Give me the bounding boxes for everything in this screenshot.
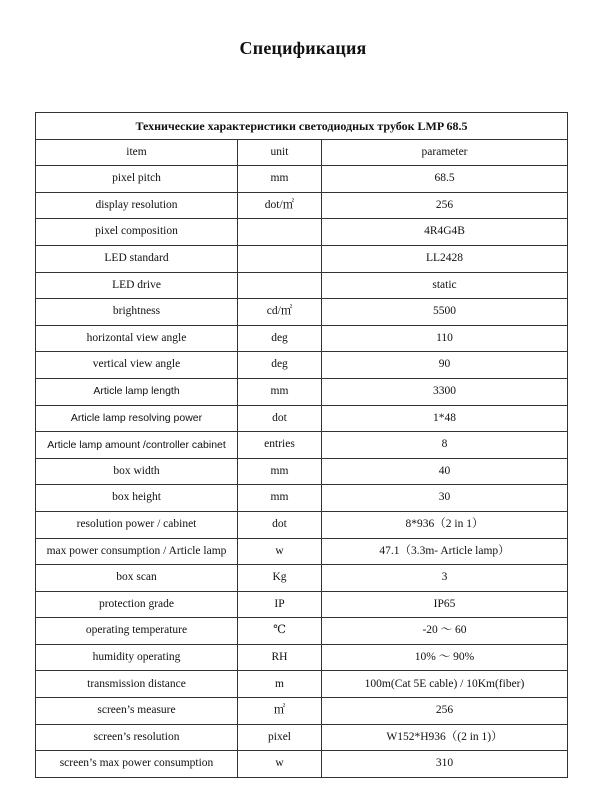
table-row [36,724,568,751]
cell-unit: entries [238,432,322,459]
cell-unit: RH [238,644,322,671]
cell-item: vertical view angle [36,352,238,379]
table-row [36,219,568,246]
cell-parameter: 3 [322,565,568,592]
header-parameter: parameter [322,139,568,166]
cell-unit: mm [238,378,322,405]
page-title: Спецификация [239,38,367,58]
cell-item: LED standard [36,245,238,272]
cell-parameter: IP65 [322,591,568,618]
cell-item: protection grade [36,591,238,618]
cell-item: display resolution [36,192,238,219]
cell-item: screen’s max power consumption [36,751,238,778]
cell-unit: dot [238,511,322,538]
table-row [36,511,568,538]
table-row [36,458,568,485]
table-row [36,698,568,725]
cell-unit: dot [238,405,322,432]
cell-parameter: W152*H936（(2 in 1)） [322,724,568,751]
table-row [36,245,568,272]
cell-parameter: 47.1（3.3m- Article lamp） [322,538,568,565]
cell-unit: cd/㎡ [238,299,322,326]
table-caption-row [36,113,568,140]
cell-unit: w [238,538,322,565]
cell-parameter: 40 [322,458,568,485]
table-row [36,405,568,432]
cell-parameter: static [322,272,568,299]
cell-parameter: 90 [322,352,568,379]
cell-parameter: LL2428 [322,245,568,272]
table-row [36,591,568,618]
cell-unit: Kg [238,565,322,592]
table-row [36,565,568,592]
table-caption: Технические характеристики светодиодных трубок LMP 68.5 [36,113,568,140]
cell-unit: deg [238,325,322,352]
cell-item: screen’s measure [36,698,238,725]
table-row [36,538,568,565]
cell-parameter: 5500 [322,299,568,326]
cell-parameter: 310 [322,751,568,778]
cell-item: box scan [36,565,238,592]
cell-unit: IP [238,591,322,618]
table-row [36,378,568,405]
cell-parameter: 8*936（2 in 1） [322,511,568,538]
table-row [36,432,568,459]
cell-unit: dot/㎡ [238,192,322,219]
table-row [36,272,568,299]
cell-unit: pixel [238,724,322,751]
table-row [36,166,568,193]
cell-unit: deg [238,352,322,379]
cell-unit: ℃ [238,618,322,645]
cell-item: max power consumption / Article lamp [36,538,238,565]
cell-item: Article lamp length [36,378,238,405]
cell-item: Article lamp amount /controller cabinet [36,432,238,459]
cell-item: brightness [36,299,238,326]
cell-item: box height [36,485,238,512]
cell-unit: ㎡ [238,698,322,725]
table-row [36,325,568,352]
cell-parameter: 256 [322,192,568,219]
cell-item: humidity operating [36,644,238,671]
cell-parameter: 10% ～ 90% [322,644,568,671]
cell-unit: mm [238,485,322,512]
cell-unit [238,272,322,299]
cell-unit [238,245,322,272]
spec-table-body [36,113,568,778]
cell-unit [238,219,322,246]
cell-parameter: 256 [322,698,568,725]
cell-parameter: 1*48 [322,405,568,432]
table-row [36,751,568,778]
cell-item: screen’s resolution [36,724,238,751]
cell-parameter: 4R4G4B [322,219,568,246]
cell-item: Article lamp resolving power [36,405,238,432]
cell-parameter: 110 [322,325,568,352]
cell-unit: mm [238,166,322,193]
cell-parameter: -20 ～ 60 [322,618,568,645]
cell-item: horizontal view angle [36,325,238,352]
cell-item: pixel pitch [36,166,238,193]
cell-item: pixel composition [36,219,238,246]
table-row [36,352,568,379]
cell-item: box width [36,458,238,485]
cell-item: resolution power / cabinet [36,511,238,538]
cell-unit: mm [238,458,322,485]
table-row [36,644,568,671]
header-unit: unit [238,139,322,166]
cell-parameter: 100m(Cat 5E cable) / 10Km(fiber) [322,671,568,698]
cell-item: transmission distance [36,671,238,698]
cell-item: LED drive [36,272,238,299]
table-row [36,618,568,645]
cell-parameter: 3300 [322,378,568,405]
cell-unit: m [238,671,322,698]
cell-item: operating temperature [36,618,238,645]
header-item: item [36,139,238,166]
spec-table [35,112,568,778]
table-row [36,671,568,698]
cell-unit: w [238,751,322,778]
cell-parameter: 8 [322,432,568,459]
table-header-row [36,139,568,166]
cell-parameter: 30 [322,485,568,512]
table-row [36,485,568,512]
table-row [36,299,568,326]
table-row [36,192,568,219]
cell-parameter: 68.5 [322,166,568,193]
